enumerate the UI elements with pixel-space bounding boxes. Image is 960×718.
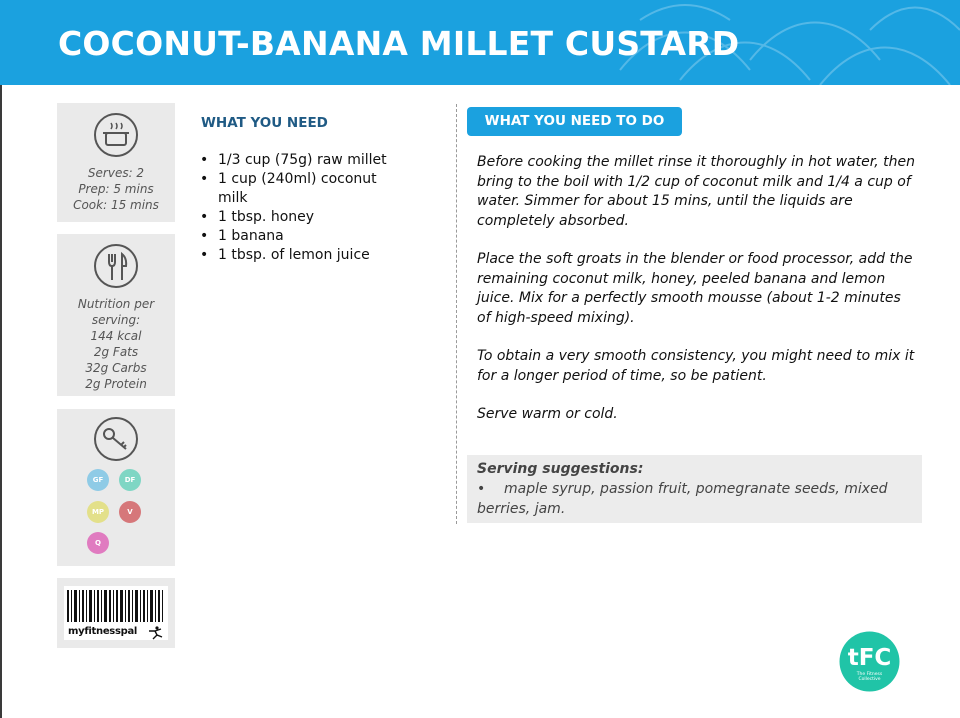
method-step: Place the soft groats in the blender or food processor, add the remaining coconut milk, honey, peeled banana and lemon juice. Mix for a perfectly smooth mousse (about 1-2 minutes of high-speed mixing). (477, 251, 913, 326)
barcode[interactable] (64, 586, 168, 640)
header-banner (0, 0, 960, 85)
dietary-card (57, 409, 175, 566)
tfc-logo-caption: Collective (858, 677, 881, 682)
ingredient-item: • 1 banana (200, 227, 420, 246)
tfc-logo-mark: tFC (847, 645, 892, 671)
carbs-text: 32g Carbs (85, 361, 147, 375)
fork-knife-icon (93, 243, 139, 289)
serving-suggestions-title: Serving suggestions: (477, 461, 644, 477)
cooking-pot-icon (93, 112, 139, 158)
cook-time-text: Cook: 15 mins (73, 198, 159, 212)
badge-vegetarian: V (119, 501, 141, 523)
servings-card (57, 103, 175, 222)
ingredient-item: • 1 tbsp. of lemon juice (200, 246, 420, 265)
serving-suggestions-list (477, 479, 912, 519)
method-step: Serve warm or cold. (477, 406, 618, 422)
running-figure-icon (148, 626, 164, 640)
method-step: To obtain a very smooth consistency, you might need to mix it for a longer period of time, so be patient. (477, 348, 915, 384)
serves-text: Serves: 2 (87, 166, 145, 180)
fats-text: 2g Fats (93, 345, 139, 359)
nutrition-line: serving: (91, 313, 141, 327)
page-edge (0, 85, 2, 718)
myfitnesspal-card[interactable] (57, 578, 175, 648)
barcode-icon (64, 588, 168, 628)
method-step: Before cooking the millet rinse it thoroughly in hot water, then bring to the boil with 1/2 cup of coconut milk and 1/4 a cup of water. Simmer for about 15 mins, until the liquids are completely absorbed. (477, 154, 916, 229)
method-steps (477, 153, 917, 444)
tfc-logo[interactable] (839, 631, 900, 692)
badge-gluten-free: GF (87, 469, 109, 491)
badge-meal-prep: MP (87, 501, 109, 523)
badge-dairy-free: DF (119, 469, 141, 491)
prep-time-text: Prep: 5 mins (78, 182, 154, 196)
ingredient-item: • 1 tbsp. honey (200, 208, 420, 227)
ingredients-heading: WHAT YOU NEED (201, 115, 328, 131)
method-heading-tab: WHAT YOU NEED TO DO (467, 107, 682, 136)
calories-text: 144 kcal (90, 329, 142, 343)
nutrition-card (57, 234, 175, 396)
tfc-logo-caption: The Fitness (856, 672, 883, 677)
nutrition-line: Nutrition per (77, 297, 155, 311)
bullet: • (477, 481, 486, 497)
column-divider (456, 104, 457, 524)
serving-suggestions-box (467, 455, 922, 523)
serving-suggestions-text: maple syrup, passion fruit, pomegranate seeds, mixed berries, jam. (477, 481, 888, 517)
protein-text: 2g Protein (85, 377, 147, 391)
key-icon (93, 416, 139, 462)
badge-quick: Q (87, 532, 109, 554)
ingredient-item: • 1/3 cup (75g) raw millet (200, 151, 420, 170)
page-title: COCONUT-BANANA MILLET CUSTARD (58, 24, 740, 63)
ingredient-item: • 1 cup (240ml) coconut milk (200, 170, 390, 208)
myfitnesspal-label: myfitnesspal (68, 626, 138, 637)
ingredients-list (200, 151, 420, 265)
